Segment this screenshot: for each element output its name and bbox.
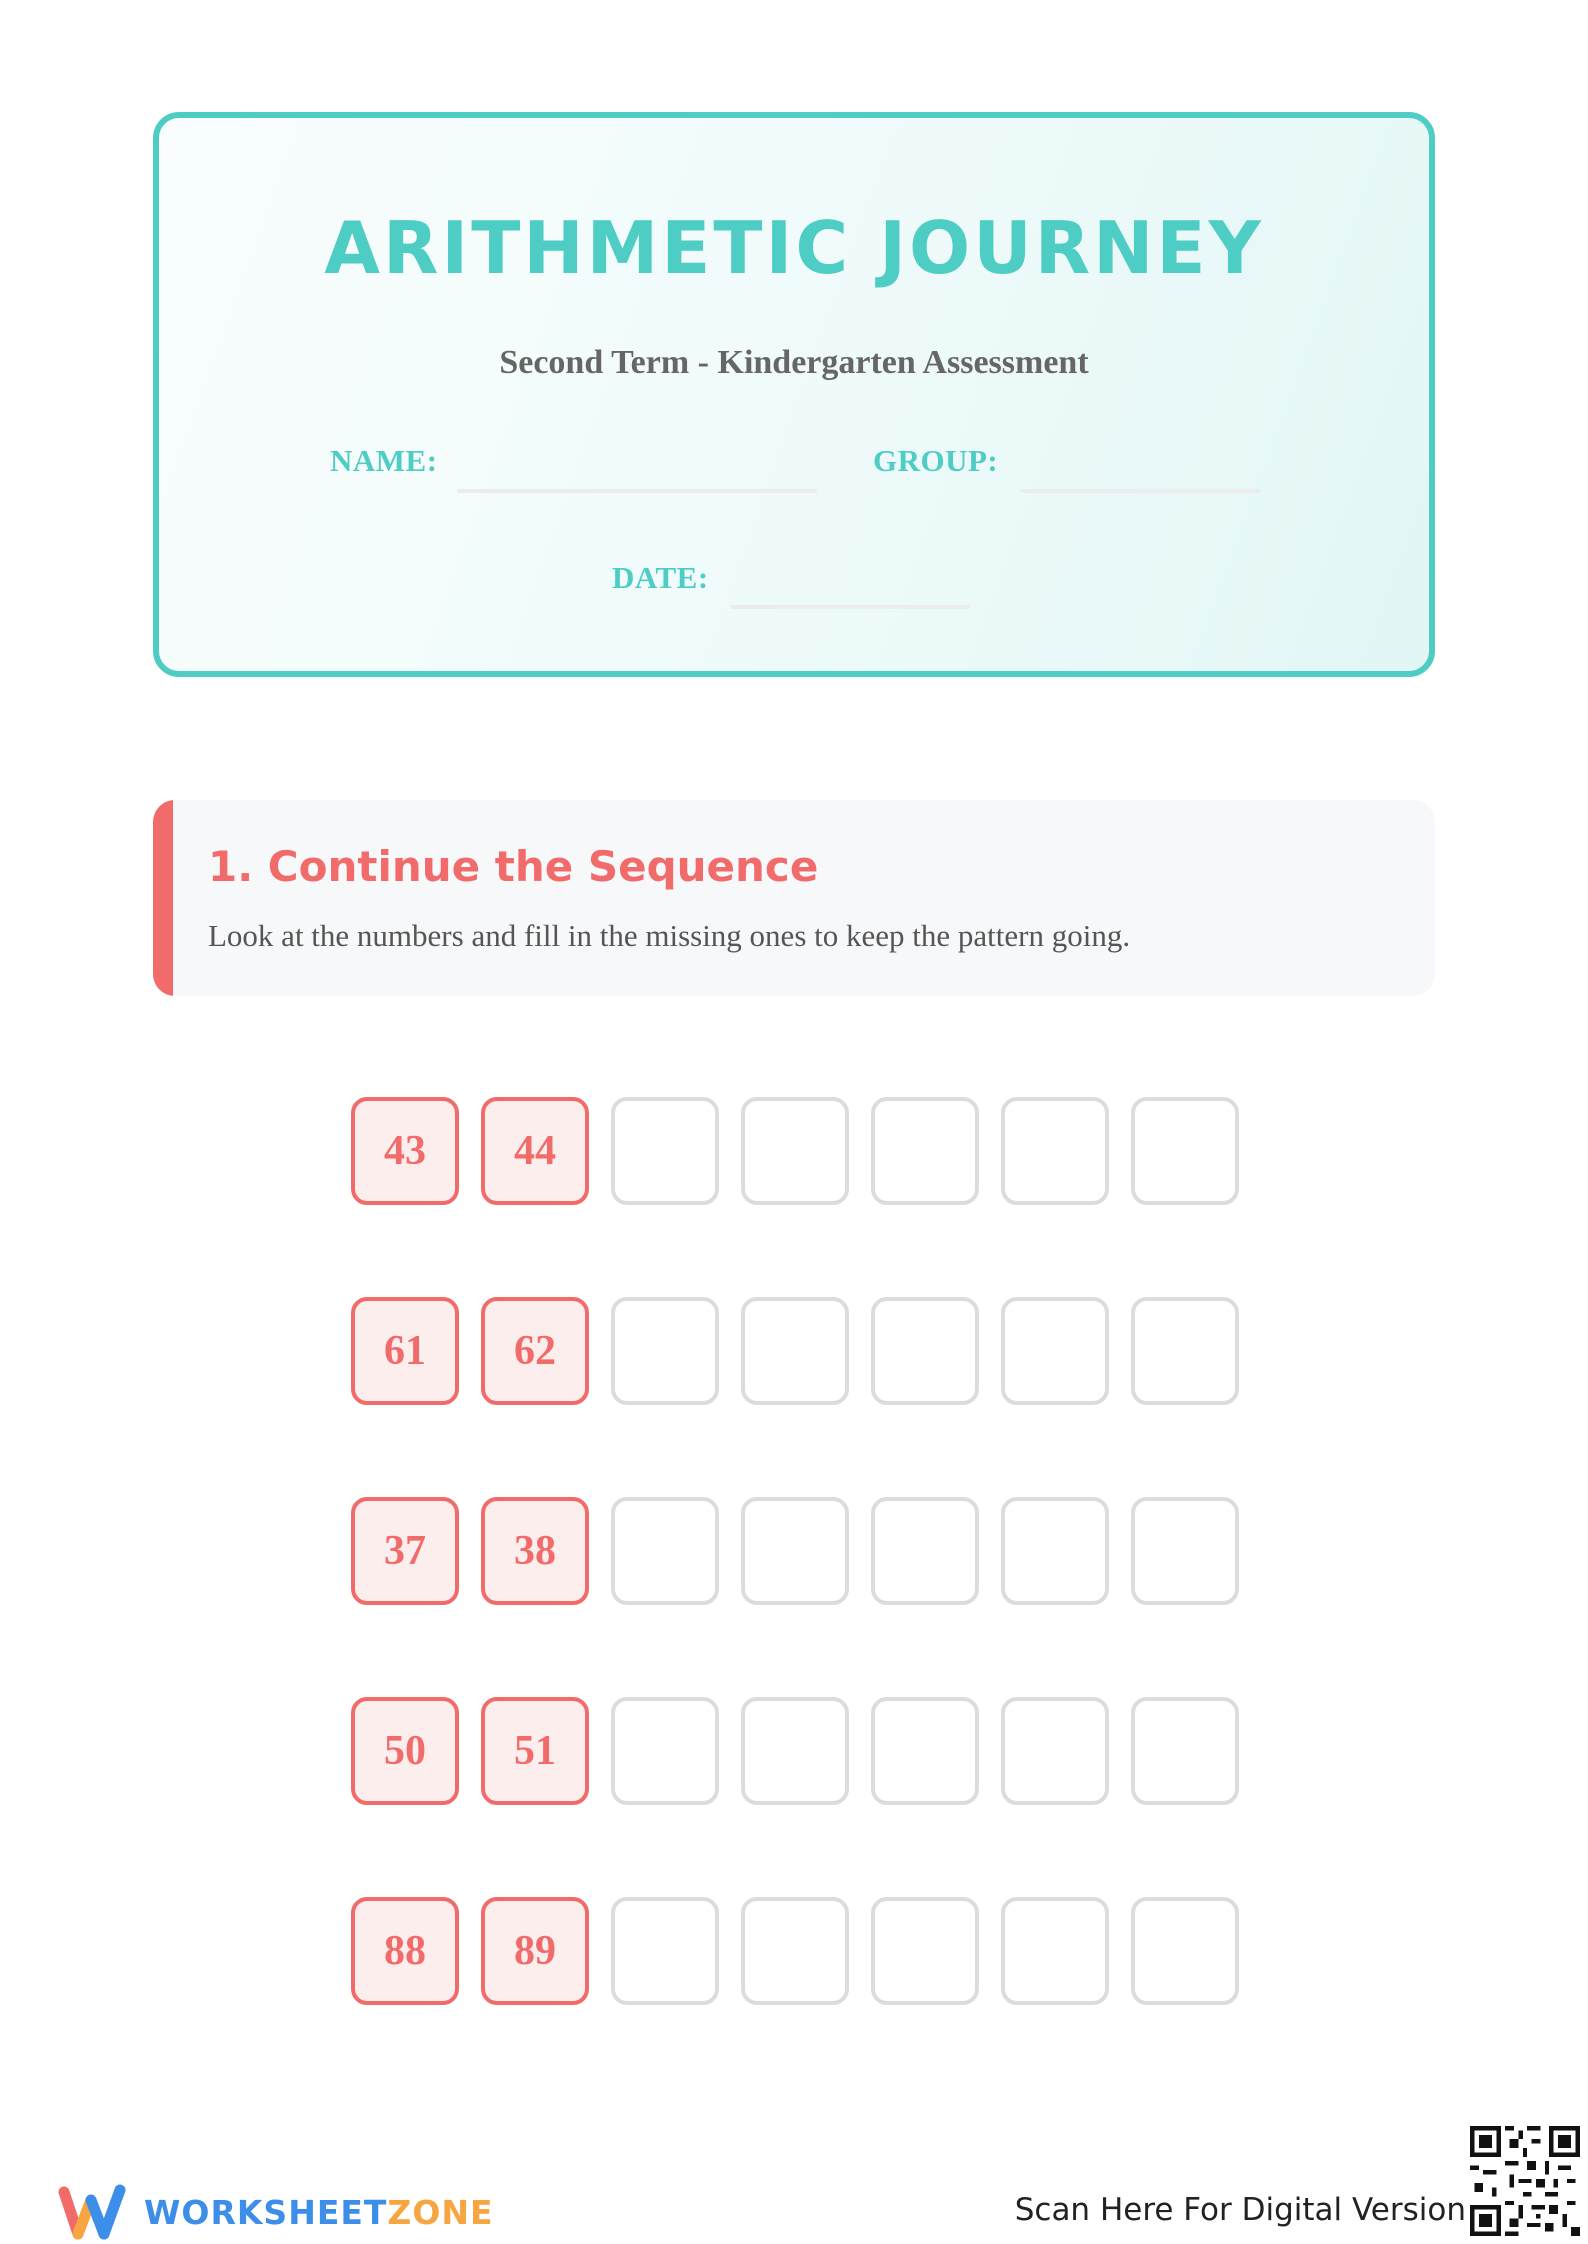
answer-box[interactable] (1001, 1697, 1109, 1805)
answer-box[interactable] (611, 1097, 719, 1205)
name-label: NAME: (330, 443, 438, 478)
section-banner (153, 800, 1435, 996)
answer-box[interactable] (1131, 1697, 1239, 1805)
answer-box[interactable] (1001, 1497, 1109, 1605)
answer-box[interactable] (1131, 1297, 1239, 1405)
section-accent-bar (153, 800, 173, 996)
answer-box[interactable] (611, 1897, 719, 2005)
date-field[interactable] (730, 605, 970, 609)
answer-box[interactable] (611, 1697, 719, 1805)
sequence-grid (351, 1097, 1239, 2005)
group-label: GROUP: (873, 443, 999, 478)
answer-box[interactable] (611, 1497, 719, 1605)
answer-box[interactable] (871, 1297, 979, 1405)
given-number-box: 89 (481, 1897, 589, 2005)
answer-box[interactable] (741, 1297, 849, 1405)
sequence-row (351, 1497, 1239, 1605)
sequence-row (351, 1897, 1239, 2005)
answer-box[interactable] (741, 1497, 849, 1605)
answer-box[interactable] (741, 1897, 849, 2005)
brand-name-part1: WORKSHEET (144, 2192, 388, 2232)
answer-box[interactable] (871, 1697, 979, 1805)
name-field[interactable] (457, 489, 817, 493)
given-number-box: 61 (351, 1297, 459, 1405)
worksheetzone-logo-icon (58, 2184, 128, 2240)
brand-name-part2: ZONE (387, 2192, 494, 2232)
scan-text: Scan Here For Digital Version (1014, 2192, 1466, 2228)
brand-name (144, 2193, 494, 2232)
given-number-box: 37 (351, 1497, 459, 1605)
answer-box[interactable] (1001, 1897, 1109, 2005)
group-field[interactable] (1020, 489, 1260, 493)
answer-box[interactable] (871, 1897, 979, 2005)
given-number-box: 50 (351, 1697, 459, 1805)
sequence-row (351, 1697, 1239, 1805)
section-title: 1. Continue the Sequence (208, 842, 819, 891)
date-label: DATE: (612, 560, 709, 595)
given-number-box: 43 (351, 1097, 459, 1205)
answer-box[interactable] (1131, 1897, 1239, 2005)
answer-box[interactable] (741, 1097, 849, 1205)
answer-box[interactable] (1131, 1497, 1239, 1605)
given-number-box: 62 (481, 1297, 589, 1405)
answer-box[interactable] (611, 1297, 719, 1405)
sequence-row (351, 1097, 1239, 1205)
answer-box[interactable] (741, 1697, 849, 1805)
answer-box[interactable] (871, 1097, 979, 1205)
page-title: ARITHMETIC JOURNEY (324, 206, 1264, 290)
sequence-row (351, 1297, 1239, 1405)
answer-box[interactable] (1001, 1097, 1109, 1205)
answer-box[interactable] (1131, 1097, 1239, 1205)
given-number-box: 44 (481, 1097, 589, 1205)
answer-box[interactable] (871, 1497, 979, 1605)
answer-box[interactable] (1001, 1297, 1109, 1405)
page-subtitle: Second Term - Kindergarten Assessment (499, 344, 1089, 381)
given-number-box: 51 (481, 1697, 589, 1805)
brand-logo (58, 2184, 494, 2240)
given-number-box: 38 (481, 1497, 589, 1605)
header-card (153, 112, 1435, 677)
section-description: Look at the numbers and fill in the missing ones to keep the pattern going. (208, 918, 1131, 953)
given-number-box: 88 (351, 1897, 459, 2005)
qr-code-icon[interactable] (1470, 2126, 1580, 2236)
